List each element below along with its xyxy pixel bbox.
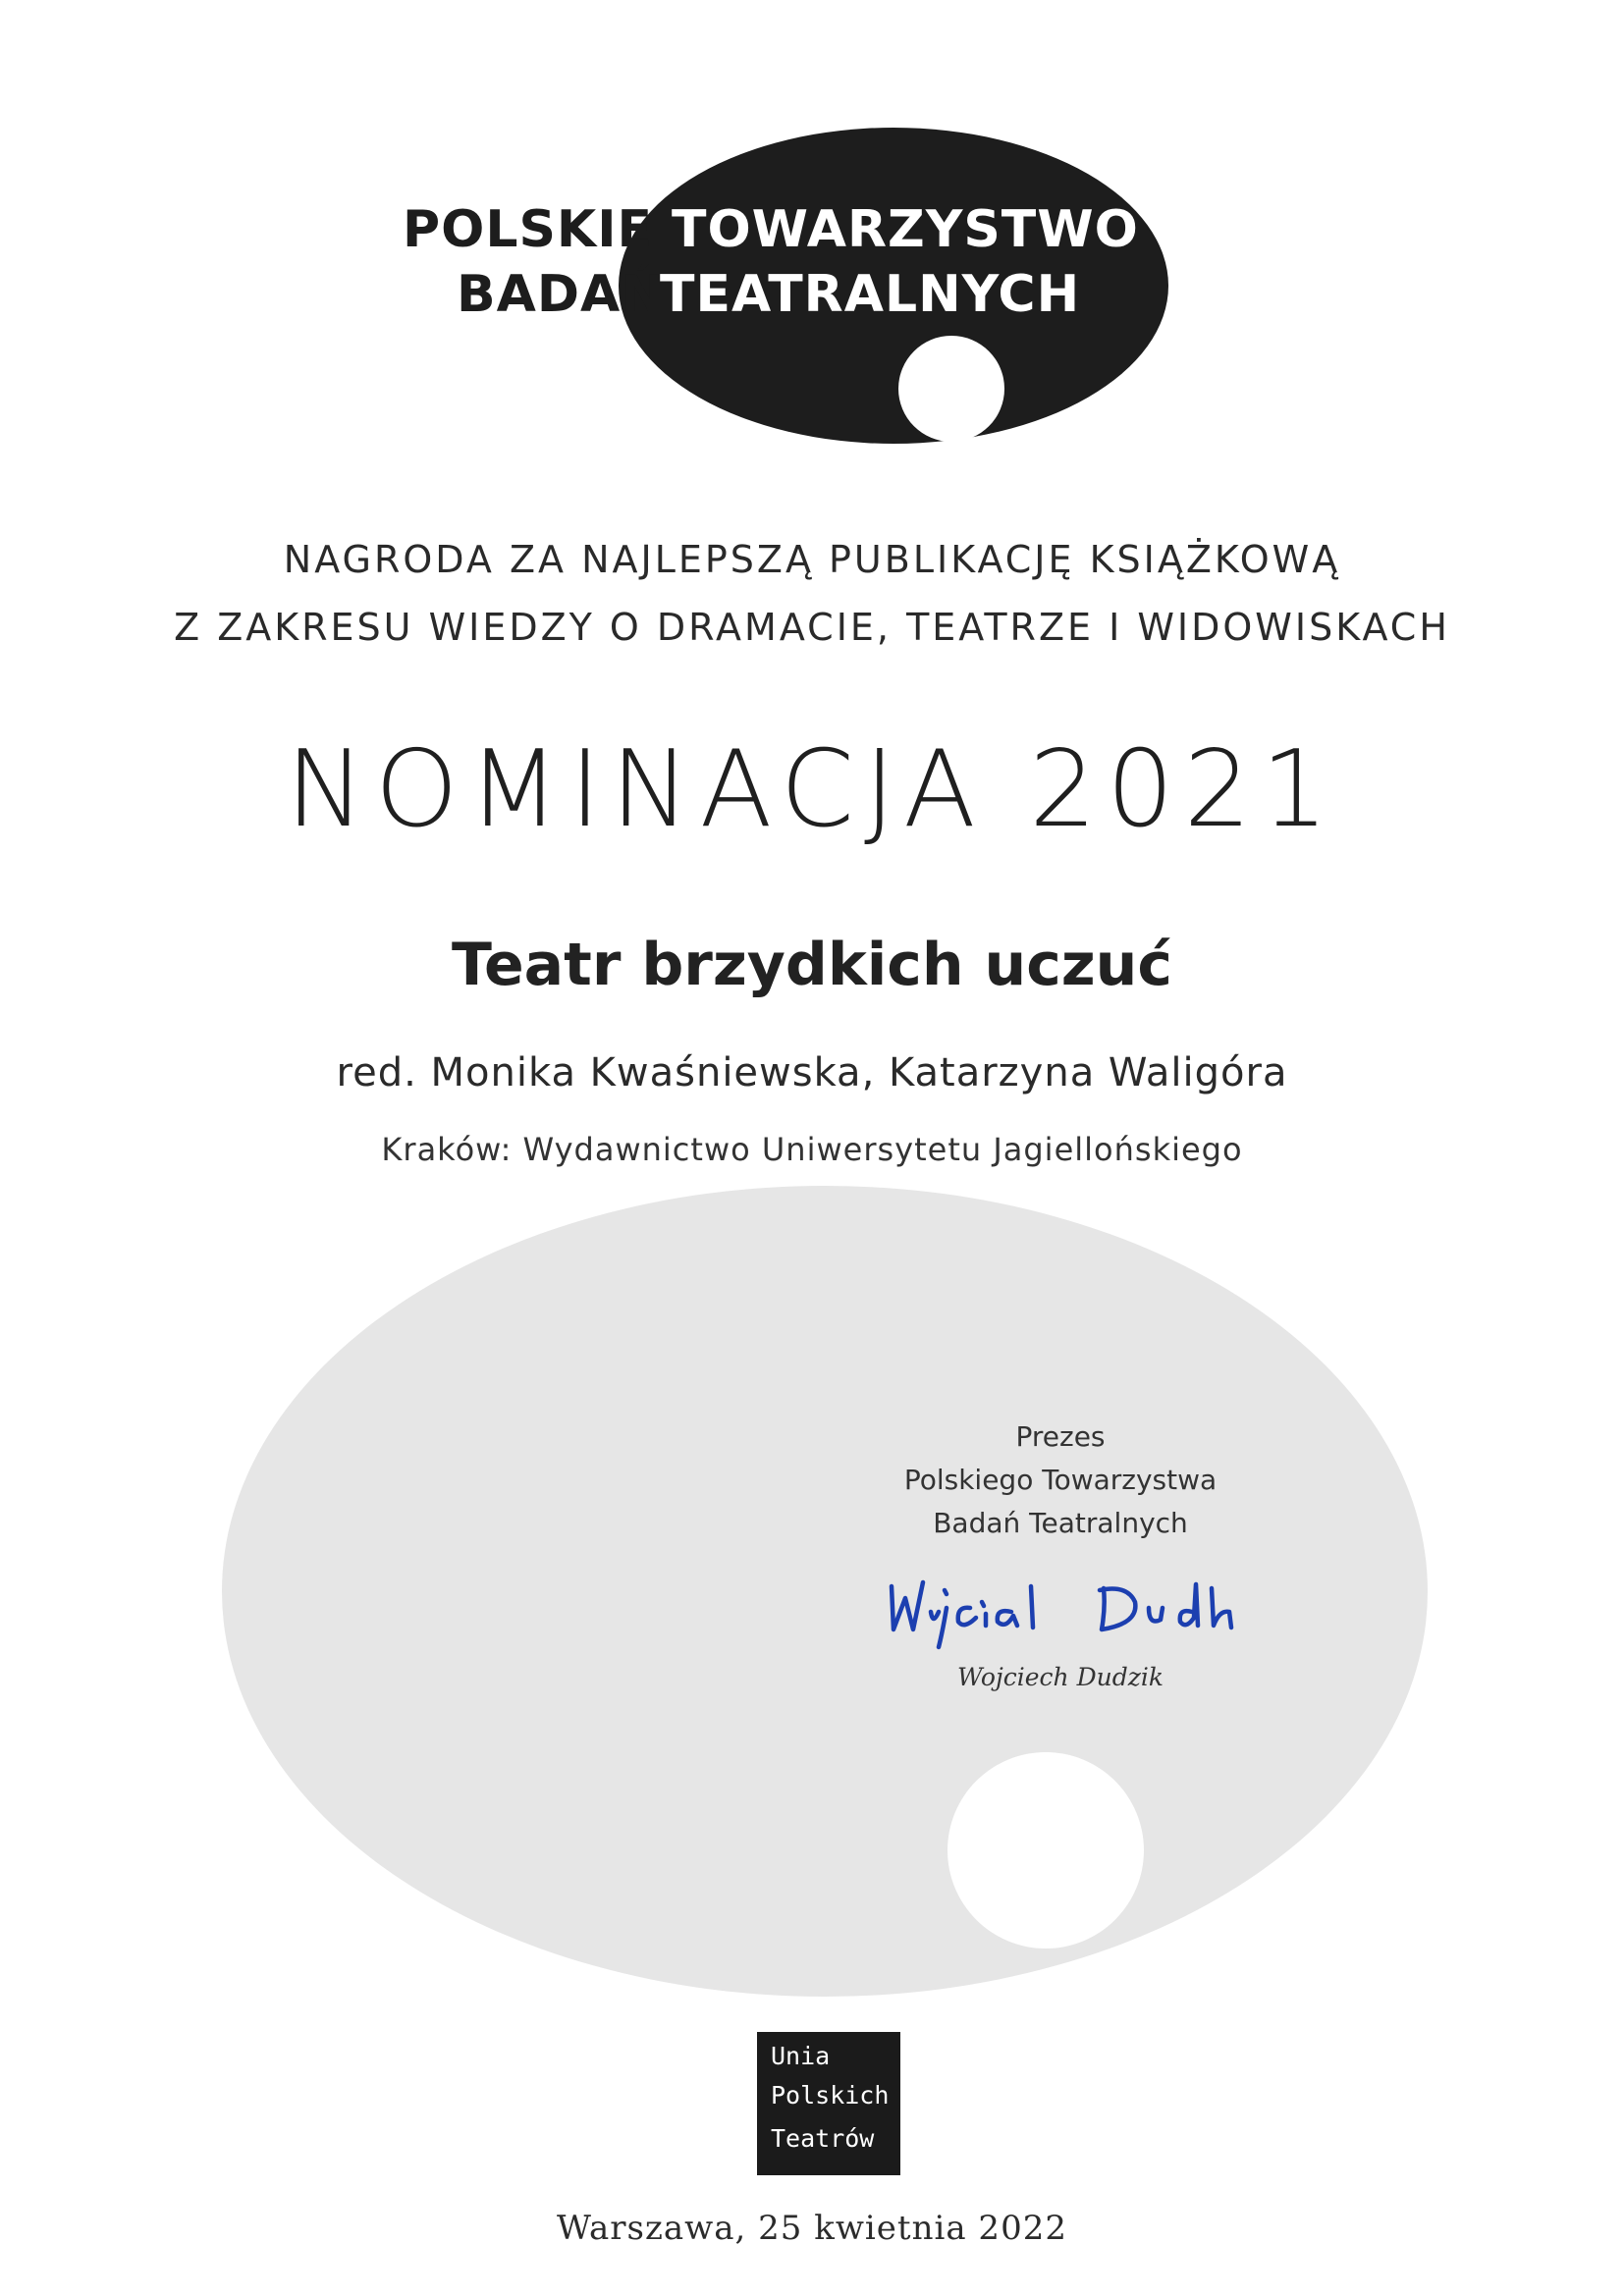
- logo-text-polskie: POLSKIE: [403, 200, 654, 259]
- nomination-title: NOMINACJA 2021: [285, 728, 1339, 851]
- ptbt-logo: [0, 0, 1624, 461]
- handwritten-signature: [874, 1569, 1286, 1657]
- upt-logo-line-2: Polskich: [771, 2081, 890, 2109]
- upt-logo-line-1: Unia: [771, 2042, 831, 2070]
- signature-org-line-1: Polskiego Towarzystwa: [903, 1464, 1218, 1496]
- upt-logo-line-3: Teatrów: [771, 2124, 875, 2153]
- signer-name: Wojciech Dudzik: [956, 1663, 1164, 1691]
- signature-org-line-2: Badań Teatralnych: [933, 1507, 1188, 1539]
- grey-oval-dot: [947, 1752, 1144, 1949]
- book-title: Teatr brzydkich uczuć: [452, 931, 1172, 999]
- logo-dot: [898, 336, 1004, 442]
- logo-text-badan: BADAŃ: [457, 265, 665, 324]
- signature-role: Prezes: [1015, 1420, 1106, 1453]
- book-editors: red. Monika Kwaśniewska, Katarzyna Waligóra: [336, 1050, 1288, 1095]
- logo-text-towarzystwo: TOWARZYSTWO: [672, 200, 1139, 259]
- award-line-2: Z ZAKRESU WIEDZY O DRAMACIE, TEATRZE I WIDOWISKACH: [174, 606, 1450, 649]
- upt-logo: [757, 2032, 900, 2175]
- place-date: Warszawa, 25 kwietnia 2022: [557, 2209, 1067, 2248]
- signature-block: [844, 1415, 1276, 1545]
- logo-text-teatralnych: TEATRALNYCH: [660, 265, 1081, 324]
- book-publisher: Kraków: Wydawnictwo Uniwersytetu Jagiellońskiego: [381, 1131, 1243, 1168]
- award-line-1: NAGRODA ZA NAJLEPSZĄ PUBLIKACJĘ KSIĄŻKOWĄ: [283, 538, 1341, 581]
